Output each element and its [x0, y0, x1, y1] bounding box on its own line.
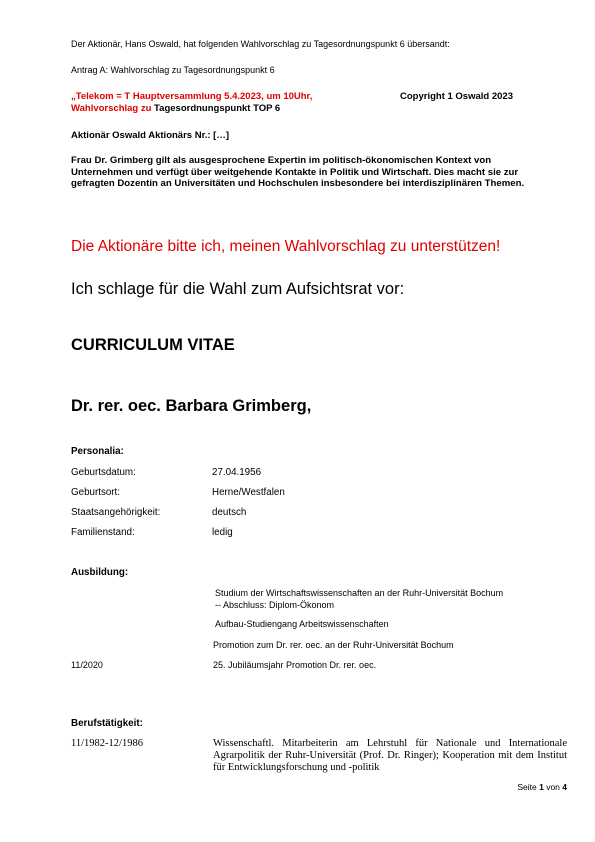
footer-page: 1 [539, 782, 544, 792]
copyright-line: Copyright 1 Oswald 2023 [400, 91, 513, 102]
telekom-line: „Telekom = T Hauptversammlung 5.4.2023, um 10Uhr, [71, 91, 313, 102]
personalia-label: Staatsangehörigkeit: [71, 507, 161, 518]
cv-title: CURRICULUM VITAE [71, 336, 235, 354]
personalia-label: Familienstand: [71, 527, 135, 538]
personalia-label: Geburtsort: [71, 487, 121, 498]
beruf-heading: Berufstätigkeit: [71, 718, 143, 729]
appeal-heading: Die Aktionäre bitte ich, meinen Wahlvorschlag zu unterstützen! [71, 238, 501, 255]
personalia-heading: Personalia: [71, 446, 124, 457]
personalia-value: Herne/Westfalen [212, 487, 285, 498]
beruf-date: 11/1982-12/1986 [71, 738, 143, 749]
wahlvorschlag-red: Wahlvorschlag zu [71, 103, 152, 114]
tagesordnung-text: Tagesordnungspunkt TOP 6 [151, 103, 281, 114]
promotion-line: Promotion zum Dr. rer. oec. an der Ruhr-Universität Bochum [213, 640, 454, 650]
abschluss-line: -- Abschluss: Diplom-Ökonom [215, 600, 335, 610]
footer-middle: von [543, 782, 563, 792]
personalia-value: 27.04.1956 [212, 467, 262, 478]
footer-prefix: Seite [517, 782, 540, 792]
footer-total: 4 [562, 782, 567, 792]
date-2020: 11/2020 [71, 660, 103, 670]
intro-line: Der Aktionär, Hans Oswald, hat folgenden Wahlvorschlag zu Tagesordnungspunkt 6 übersandt: [71, 39, 450, 49]
antrag-line: Antrag A: Wahlvorschlag zu Tagesordnungspunkt 6 [71, 65, 275, 75]
aufbau-line: Aufbau-Studiengang Arbeitswissenschaften [215, 619, 389, 629]
studium-line: Studium der Wirtschaftswissenschaften an der Ruhr-Universität Bochum [215, 588, 504, 598]
page-footer [517, 782, 567, 792]
intro-paragraph: Frau Dr. Grimberg gilt als ausgesprochene Expertin im politisch-ökonomischen Kontext von Unternehmen und verfügt über weitgehende Kontakte in Politik und Wirtschaft. Dies macht sie zur gefragten Dozentin an Universitäten und Hochschulen insbesondere bei interdisziplinären Themen. [71, 155, 525, 189]
personalia-value: ledig [212, 527, 233, 538]
personalia-label: Geburtsdatum: [71, 467, 136, 478]
aktionaer-line: Aktionär Oswald Aktionärs Nr.: […] [71, 130, 230, 141]
ausbildung-heading: Ausbildung: [71, 567, 129, 578]
jubilaeum-line: 25. Jubiläumsjahr Promotion Dr. rer. oec. [213, 660, 377, 670]
personalia-value: deutsch [212, 507, 247, 518]
beruf-text: Wissenschaftl. Mitarbeiterin am Lehrstuhl für Nationale und Internationale Agrarpolitik der Ruhr-Universität (Prof. Dr. Ringer); Kooperation mit dem Institut für Entwicklungsforschung und -politik [213, 738, 567, 773]
proposal-heading: Ich schlage für die Wahl zum Aufsichtsrat vor: [71, 280, 405, 298]
candidate-name: Dr. rer. oec. Barbara Grimberg, [71, 397, 312, 415]
top-line [71, 103, 280, 115]
